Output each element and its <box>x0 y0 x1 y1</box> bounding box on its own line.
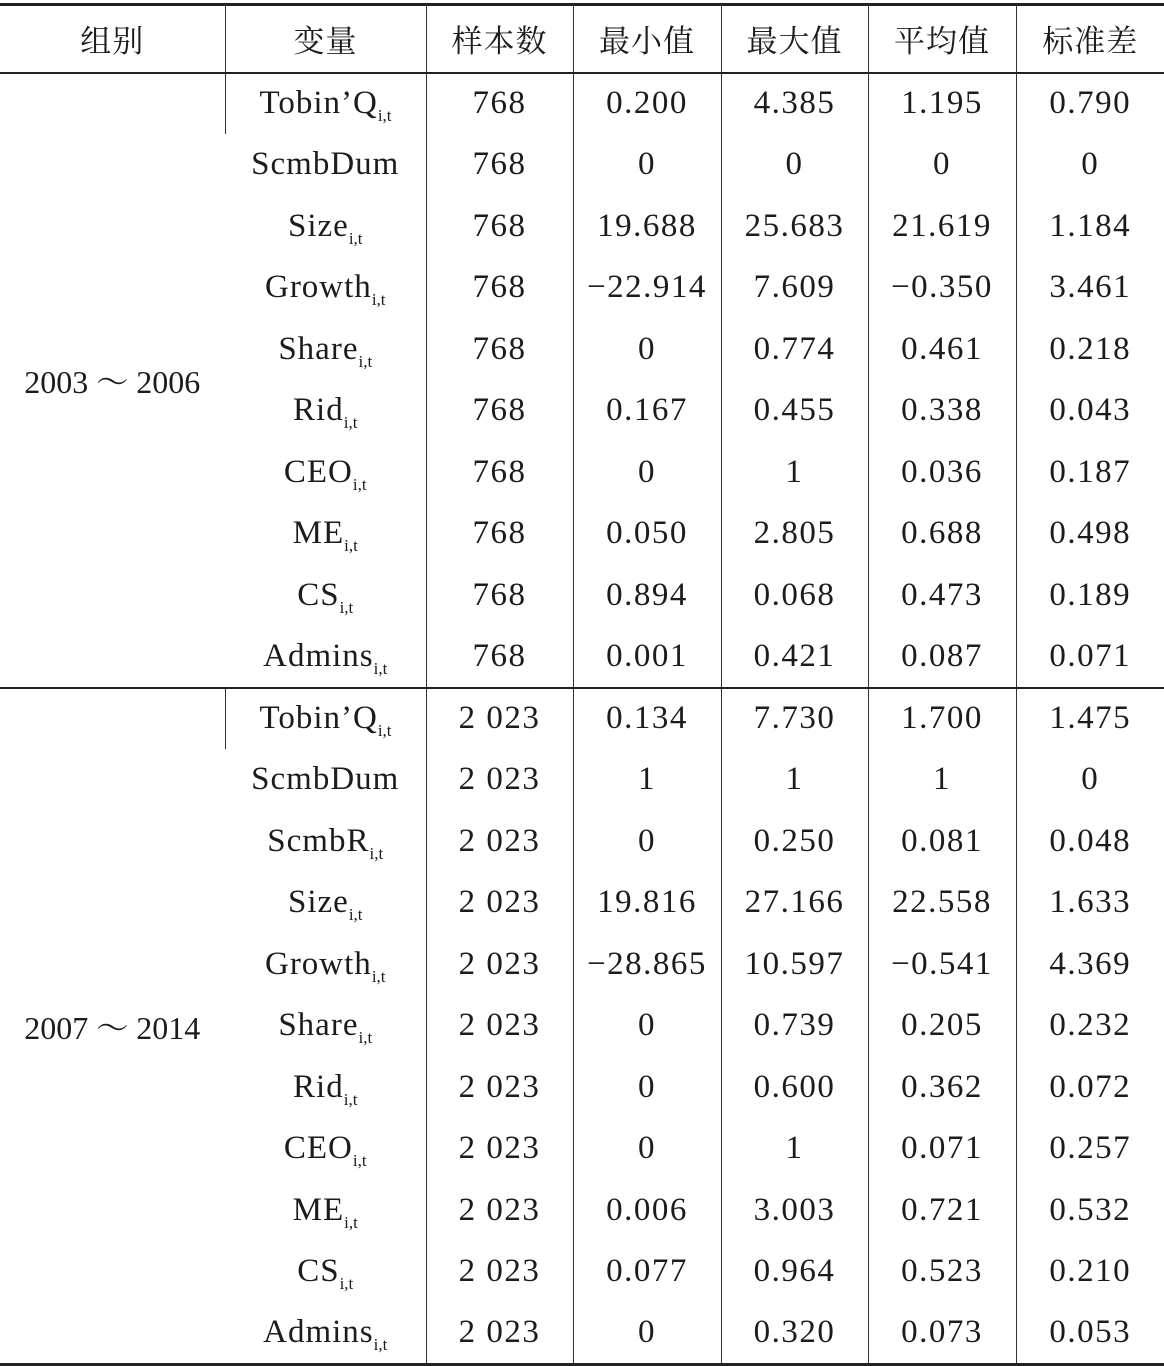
variable-cell <box>225 442 426 504</box>
sample-size-cell: 768 <box>426 134 573 196</box>
mean-cell: 0.036 <box>868 442 1016 504</box>
variable-cell <box>225 811 426 873</box>
variable-cell <box>225 1180 426 1242</box>
max-cell: 25.683 <box>721 196 868 258</box>
max-cell: 10.597 <box>721 934 868 996</box>
variable-cell <box>225 1057 426 1119</box>
std-dev-cell: 1.633 <box>1016 872 1164 934</box>
max-cell: 0.739 <box>721 995 868 1057</box>
sample-size-cell: 2 023 <box>426 1241 573 1303</box>
max-cell: 0.455 <box>721 380 868 442</box>
min-cell: 0.894 <box>573 565 721 627</box>
variable-name: CS <box>297 576 340 613</box>
mean-cell: 0.073 <box>868 1303 1016 1365</box>
mean-cell: 1.700 <box>868 688 1016 750</box>
sample-size-cell: 2 023 <box>426 1118 573 1180</box>
variable-cell <box>225 134 426 196</box>
descriptive-statistics-table <box>0 3 1164 1366</box>
min-cell: 0 <box>573 1057 721 1119</box>
mean-cell: 0.721 <box>868 1180 1016 1242</box>
min-cell: 0 <box>573 1118 721 1180</box>
variable-name: ScmbDum <box>251 761 400 798</box>
mean-cell: 0.071 <box>868 1118 1016 1180</box>
variable-subscript: i,t <box>358 1028 373 1048</box>
min-cell: 0 <box>573 319 721 381</box>
max-cell: 2.805 <box>721 503 868 565</box>
min-cell: 19.688 <box>573 196 721 258</box>
mean-cell: 0.338 <box>868 380 1016 442</box>
max-cell: 4.385 <box>721 73 868 135</box>
min-cell: 1 <box>573 749 721 811</box>
header-min: 最小值 <box>573 5 721 73</box>
variable-name: Growth <box>264 945 372 982</box>
min-cell: 0 <box>573 811 721 873</box>
group-label: 2007 ～ 2014 <box>0 688 225 1365</box>
std-dev-cell: 0.048 <box>1016 811 1164 873</box>
variable-subscript: i,t <box>344 536 358 556</box>
table-row <box>0 688 1164 750</box>
variable-name: Tobin’Q <box>259 700 378 737</box>
mean-cell: 1 <box>868 749 1016 811</box>
variable-subscript: i,t <box>339 1274 354 1294</box>
variable-cell <box>225 872 426 934</box>
variable-cell <box>225 196 426 258</box>
sample-size-cell: 768 <box>426 626 573 688</box>
variable-subscript: i,t <box>352 474 367 494</box>
max-cell: 0.600 <box>721 1057 868 1119</box>
std-dev-cell: 0 <box>1016 749 1164 811</box>
variable-name: CEO <box>283 1130 353 1167</box>
table-body <box>0 73 1164 1365</box>
sample-size-cell: 768 <box>426 319 573 381</box>
max-cell: 1 <box>721 749 868 811</box>
variable-subscript: i,t <box>348 905 363 925</box>
variable-name: Rid <box>293 392 344 429</box>
variable-subscript: i,t <box>369 843 384 863</box>
mean-cell: 22.558 <box>868 872 1016 934</box>
sample-size-cell: 2 023 <box>426 811 573 873</box>
sample-size-cell: 768 <box>426 257 573 319</box>
max-cell: 0.320 <box>721 1303 868 1365</box>
variable-cell <box>225 565 426 627</box>
max-cell: 0.421 <box>721 626 868 688</box>
variable-cell <box>225 1118 426 1180</box>
header-std-dev: 标准差 <box>1016 5 1164 73</box>
mean-cell: −0.350 <box>868 257 1016 319</box>
variable-name: Share <box>278 1007 359 1044</box>
min-cell: −28.865 <box>573 934 721 996</box>
variable-subscript: i,t <box>343 1089 358 1109</box>
max-cell: 0 <box>721 134 868 196</box>
variable-name: Share <box>278 330 359 367</box>
variable-name: Size <box>287 207 349 244</box>
mean-cell: 0.473 <box>868 565 1016 627</box>
mean-cell: 0.688 <box>868 503 1016 565</box>
sample-size-cell: 768 <box>426 196 573 258</box>
sample-size-cell: 768 <box>426 565 573 627</box>
variable-subscript: i,t <box>339 597 354 617</box>
variable-cell <box>225 626 426 688</box>
min-cell: −22.914 <box>573 257 721 319</box>
min-cell: 0.006 <box>573 1180 721 1242</box>
mean-cell: 0.523 <box>868 1241 1016 1303</box>
min-cell: 0.050 <box>573 503 721 565</box>
variable-subscript: i,t <box>371 966 386 986</box>
variable-cell <box>225 503 426 565</box>
variable-subscript: i,t <box>377 106 392 126</box>
sample-size-cell: 2 023 <box>426 995 573 1057</box>
header-variable: 变量 <box>225 5 426 73</box>
std-dev-cell: 0.218 <box>1016 319 1164 381</box>
header-mean: 平均值 <box>868 5 1016 73</box>
variable-name: Tobin’Q <box>259 85 378 122</box>
min-cell: 0 <box>573 995 721 1057</box>
variable-subscript: i,t <box>348 228 363 248</box>
max-cell: 0.068 <box>721 565 868 627</box>
variable-subscript: i,t <box>373 1335 388 1354</box>
max-cell: 7.730 <box>721 688 868 750</box>
sample-size-cell: 2 023 <box>426 1180 573 1242</box>
sample-size-cell: 768 <box>426 503 573 565</box>
max-cell: 1 <box>721 1118 868 1180</box>
std-dev-cell: 0.187 <box>1016 442 1164 504</box>
max-cell: 27.166 <box>721 872 868 934</box>
std-dev-cell: 0.498 <box>1016 503 1164 565</box>
min-cell: 0 <box>573 134 721 196</box>
variable-name: ME <box>292 515 345 552</box>
variable-cell <box>225 1241 426 1303</box>
std-dev-cell: 3.461 <box>1016 257 1164 319</box>
max-cell: 7.609 <box>721 257 868 319</box>
std-dev-cell: 0.232 <box>1016 995 1164 1057</box>
max-cell: 0.774 <box>721 319 868 381</box>
variable-cell <box>225 1303 426 1365</box>
sample-size-cell: 2 023 <box>426 872 573 934</box>
mean-cell: 0.461 <box>868 319 1016 381</box>
mean-cell: 0.087 <box>868 626 1016 688</box>
std-dev-cell: 0 <box>1016 134 1164 196</box>
mean-cell: 1.195 <box>868 73 1016 135</box>
min-cell: 0.001 <box>573 626 721 688</box>
std-dev-cell: 0.189 <box>1016 565 1164 627</box>
std-dev-cell: 4.369 <box>1016 934 1164 996</box>
variable-cell <box>225 319 426 381</box>
variable-cell <box>225 995 426 1057</box>
sample-size-cell: 768 <box>426 442 573 504</box>
sample-size-cell: 768 <box>426 380 573 442</box>
mean-cell: 21.619 <box>868 196 1016 258</box>
variable-name: CS <box>297 1253 340 1290</box>
std-dev-cell: 0.532 <box>1016 1180 1164 1242</box>
variable-name: Admins <box>263 637 374 674</box>
variable-subscript: i,t <box>373 658 388 678</box>
mean-cell: 0.362 <box>868 1057 1016 1119</box>
variable-subscript: i,t <box>344 1212 358 1232</box>
max-cell: 0.250 <box>721 811 868 873</box>
sample-size-cell: 768 <box>426 73 573 135</box>
variable-name: ME <box>292 1191 345 1228</box>
min-cell: 0.167 <box>573 380 721 442</box>
variable-subscript: i,t <box>358 351 373 371</box>
variable-name: ScmbR <box>267 822 370 859</box>
sample-size-cell: 2 023 <box>426 688 573 750</box>
mean-cell: 0 <box>868 134 1016 196</box>
std-dev-cell: 0.053 <box>1016 1303 1164 1365</box>
std-dev-cell: 0.043 <box>1016 380 1164 442</box>
min-cell: 0.077 <box>573 1241 721 1303</box>
variable-name: CEO <box>283 453 353 490</box>
variable-name: Growth <box>264 269 372 306</box>
sample-size-cell: 2 023 <box>426 749 573 811</box>
mean-cell: 0.081 <box>868 811 1016 873</box>
variable-cell <box>225 257 426 319</box>
min-cell: 0.200 <box>573 73 721 135</box>
variable-subscript: i,t <box>377 721 392 741</box>
std-dev-cell: 0.072 <box>1016 1057 1164 1119</box>
std-dev-cell: 1.184 <box>1016 196 1164 258</box>
std-dev-cell: 0.257 <box>1016 1118 1164 1180</box>
variable-cell <box>225 73 426 135</box>
std-dev-cell: 0.071 <box>1016 626 1164 688</box>
sample-size-cell: 2 023 <box>426 934 573 996</box>
variable-name: Admins <box>263 1314 374 1350</box>
variable-subscript: i,t <box>352 1151 367 1171</box>
variable-cell <box>225 934 426 996</box>
variable-subscript: i,t <box>371 290 386 310</box>
std-dev-cell: 1.475 <box>1016 688 1164 750</box>
max-cell: 0.964 <box>721 1241 868 1303</box>
std-dev-cell: 0.790 <box>1016 73 1164 135</box>
group-label: 2003 ～ 2006 <box>0 73 225 688</box>
variable-name: Size <box>287 884 349 921</box>
variable-cell <box>225 380 426 442</box>
min-cell: 0.134 <box>573 688 721 750</box>
mean-cell: −0.541 <box>868 934 1016 996</box>
min-cell: 19.816 <box>573 872 721 934</box>
max-cell: 3.003 <box>721 1180 868 1242</box>
mean-cell: 0.205 <box>868 995 1016 1057</box>
variable-name: ScmbDum <box>251 146 400 183</box>
variable-name: Rid <box>293 1068 344 1105</box>
sample-size-cell: 2 023 <box>426 1303 573 1365</box>
min-cell: 0 <box>573 1303 721 1365</box>
variable-subscript: i,t <box>343 413 358 433</box>
variable-cell <box>225 688 426 750</box>
header-max: 最大值 <box>721 5 868 73</box>
header-row <box>0 5 1164 73</box>
sample-size-cell: 2 023 <box>426 1057 573 1119</box>
max-cell: 1 <box>721 442 868 504</box>
min-cell: 0 <box>573 442 721 504</box>
variable-cell <box>225 749 426 811</box>
std-dev-cell: 0.210 <box>1016 1241 1164 1303</box>
header-group: 组别 <box>0 5 225 73</box>
header-sample-size: 样本数 <box>426 5 573 73</box>
table-row <box>0 73 1164 135</box>
